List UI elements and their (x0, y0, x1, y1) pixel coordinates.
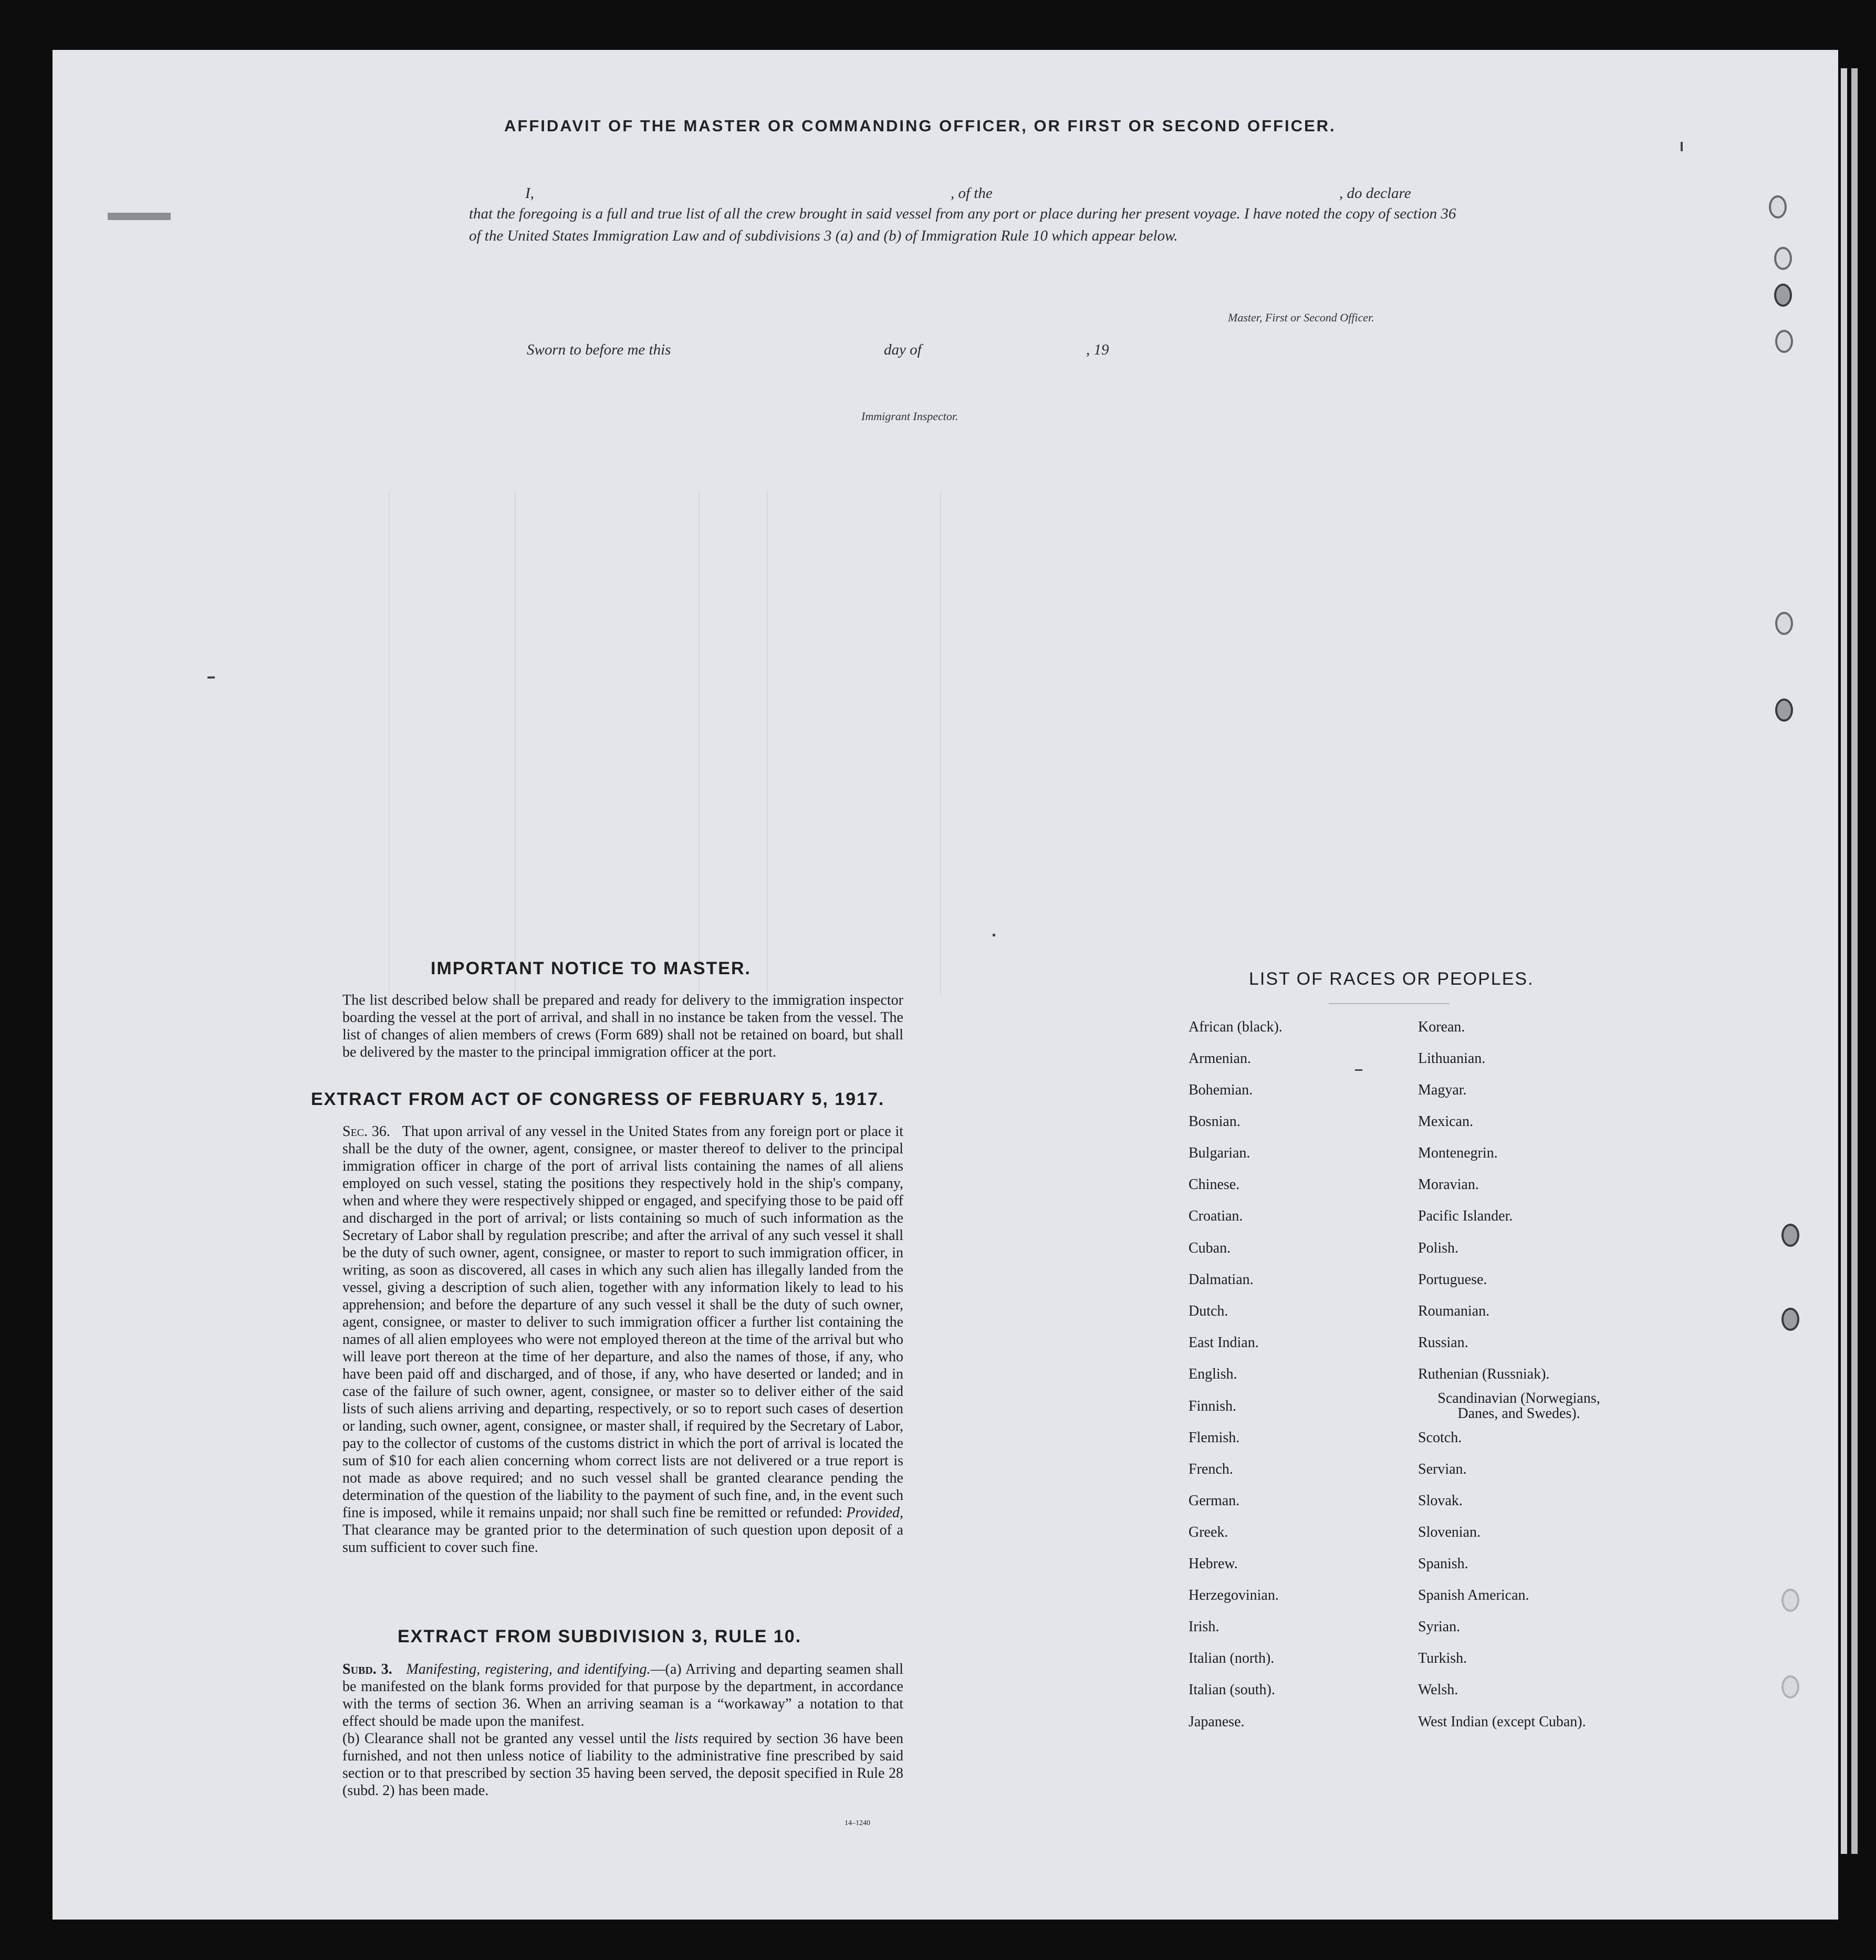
race-left-item: Chinese. (1189, 1176, 1240, 1193)
paragraph-b-end: required by section 36 have been furnished, and not then unless notice of liability to the administrative fine prescribed by said section or to that prescribed by section 35 having been served, the deposit specified in Rule 28 (subd. 2) has been made. (342, 1730, 904, 1799)
race-left-item: German. (1189, 1493, 1240, 1509)
races-title: LIST OF RACES OR PEOPLES. (1249, 969, 1534, 989)
extract-act-title: EXTRACT FROM ACT OF CONGRESS OF FEBRUARY 5, 1917. (311, 1089, 885, 1109)
race-right-item: Roumanian. (1418, 1303, 1490, 1319)
scan-speck (207, 676, 215, 679)
race-right-item: Lithuanian. (1418, 1050, 1486, 1067)
race-right-item: Russian. (1418, 1335, 1468, 1351)
punch-hole-icon (1775, 330, 1793, 353)
sworn-label: Sworn to before me this (527, 341, 671, 358)
race-left-item: Dalmatian. (1189, 1271, 1254, 1288)
extract-act-text (311, 1123, 903, 1556)
affidavit-i: I, (525, 185, 534, 202)
paragraph-a: —(a) Arriving and departing seamen shall be manifested on the blank forms provided for that purpose by the department, in accordance with the terms of section 36. When an arriving seaman is a “workaway” a notation to that effect should be made upon the manifest. (342, 1661, 903, 1729)
form-sheet (53, 50, 1838, 1920)
race-left-item: French. (1189, 1461, 1233, 1477)
race-right-item: Portuguese. (1418, 1271, 1487, 1288)
race-left-item: Hebrew. (1189, 1556, 1238, 1572)
affidavit-title: AFFIDAVIT OF THE MASTER OR COMMANDING OFFICER, OR FIRST OR SECOND OFFICER. (504, 117, 1336, 135)
notice-title: IMPORTANT NOTICE TO MASTER. (431, 958, 751, 978)
punch-hole-icon (1781, 1675, 1799, 1698)
notice-text (311, 992, 903, 1061)
column-rule (389, 491, 390, 995)
scan-speck (1355, 1069, 1362, 1071)
form-number: 14–1240 (845, 1819, 870, 1827)
punch-hole-icon (1775, 698, 1793, 722)
master-signature-caption: Master, First or Second Officer. (1228, 311, 1374, 324)
race-right-item: Magyar. (1418, 1082, 1467, 1098)
race-right-item-scandinavian (1416, 1391, 1621, 1421)
race-left-item: African (black). (1189, 1019, 1283, 1035)
race-right-item: Slovenian. (1418, 1524, 1481, 1540)
scan-speck (1681, 142, 1683, 151)
scan-smudge (108, 213, 171, 220)
extract-rule-title: EXTRACT FROM SUBDIVISION 3, RULE 10. (398, 1627, 802, 1646)
race-right-item: Spanish American. (1418, 1587, 1529, 1603)
inspector-signature-caption: Immigrant Inspector. (861, 410, 958, 423)
race-right-item: Scotch. (1418, 1430, 1462, 1446)
race-left-item: Cuban. (1189, 1240, 1231, 1256)
race-right-item: Syrian. (1418, 1619, 1461, 1635)
race-right-item: Welsh. (1418, 1682, 1458, 1698)
page-edge (1841, 68, 1847, 1854)
race-right-item: Mexican. (1418, 1113, 1473, 1130)
punch-hole-icon (1775, 612, 1793, 635)
column-rule (940, 491, 941, 995)
column-rule (767, 491, 768, 995)
punch-hole-icon (1769, 195, 1787, 218)
column-rule (515, 491, 516, 995)
page-edge (1851, 68, 1858, 1854)
race-right-item: Spanish. (1418, 1556, 1468, 1572)
race-left-item: Finnish. (1189, 1398, 1237, 1414)
race-left-item: Herzegovinian. (1189, 1587, 1279, 1603)
race-left-item: Japanese. (1189, 1714, 1245, 1730)
punch-hole-icon (1774, 247, 1792, 270)
race-left-item: East Indian. (1189, 1335, 1259, 1351)
races-title-rule (1329, 1003, 1450, 1004)
race-right-item: Danes, and Swedes). (1457, 1405, 1580, 1422)
subdivision-label: Subd. 3. (342, 1661, 392, 1677)
race-right-item: West Indian (except Cuban). (1418, 1714, 1586, 1730)
race-left-item: Bulgarian. (1189, 1145, 1250, 1161)
race-right-item: Scandinavian (Norwegians, (1437, 1390, 1600, 1406)
race-left-item: Dutch. (1189, 1303, 1228, 1319)
section-36-end: That clearance may be granted prior to the determination of such question upon deposit of a sum sufficient to cover such fine. (342, 1522, 903, 1556)
race-left-item: Greek. (1189, 1524, 1228, 1540)
race-right-item: Moravian. (1418, 1176, 1479, 1193)
affidavit-body: that the foregoing is a full and true list of all the crew brought in said vessel from any port or place during her present voyage. I have noted the copy of section 36 of the United States Immigration Law and of subdivisions 3 (a) and (b) of Immigration Rule 10 which appear below. (469, 205, 1456, 244)
race-left-item: Armenian. (1189, 1050, 1251, 1067)
race-right-item: Turkish. (1418, 1650, 1467, 1666)
paragraph-b-start: (b) Clearance shall not be granted any vessel until the (342, 1730, 670, 1747)
race-left-item: English. (1189, 1366, 1237, 1382)
race-left-item: Croatian. (1189, 1208, 1243, 1224)
race-right-item: Montenegrin. (1418, 1145, 1498, 1161)
section-36-text: That upon arrival of any vessel in the United States from any foreign port or place it shall be the duty of the owner, agent, consignee, or master thereof to deliver to the principal immigration officer in charge of the port of arrival lists containing the names of all aliens employed on such vessel, stating the positions they respectively hold in the ship's company, when and where they were respectively shipped or engaged, and specifying those to be paid off and discharged in the port of arrival; or lists containing so much of such information as the Secretary of Labor shall by regulation prescribe; and after the arrival of any such vessel it shall be the duty of such owner, agent, consignee, or master to report to such immigration officer, in writing, as soon as discovered, all cases in which any such alien has illegally landed from the vessel, giving a description of such alien, together with any information likely to lead to his apprehension; and before the departure of any such vessel it shall be the duty of such owner, agent, consignee, or master to deliver to such immigration officer a further list containing the names of all alien employees who were not employed thereon at the time of the arrival but who will leave port thereon at the time of her departure, and also the names of those, if any, who have been paid off and discharged, and of those, if any, who have deserted or landed; and in case of the failure of such owner, agent, consignee, or master so to deliver either of the said lists of such aliens arriving and departing, respectively, or so to report such cases of desertion or landing, such owner, agent, consignee, or master shall, if required by the Secretary of Labor, pay to the collector of customs of the customs district in which the port of arrival is located the sum of $10 for each alien concerning whom correct lists are not delivered or a true report is not made as above required; and no such vessel shall be granted clearance pending the determination of the question of the liability to the payment of such fine, and, in the event such fine is imposed, while it remains unpaid; nor shall such fine be remitted or refunded: (342, 1123, 904, 1521)
lists-word: lists (674, 1730, 699, 1747)
race-right-item: Pacific Islander. (1418, 1208, 1513, 1224)
race-left-item: Bosnian. (1189, 1113, 1241, 1130)
race-left-item: Italian (south). (1189, 1682, 1275, 1698)
race-left-item: Italian (north). (1189, 1650, 1275, 1666)
race-right-item: Korean. (1418, 1019, 1465, 1035)
punch-hole-icon (1781, 1224, 1799, 1247)
punch-hole-icon (1781, 1589, 1799, 1612)
provided-word: Provided, (846, 1505, 904, 1521)
affidavit-declare: , do declare (1339, 185, 1411, 202)
race-right-item: Slovak. (1418, 1493, 1463, 1509)
section-label: Sec. 36. (342, 1123, 390, 1140)
affidavit-of-the: , of the (951, 185, 993, 202)
race-left-item: Bohemian. (1189, 1082, 1253, 1098)
race-right-item: Polish. (1418, 1240, 1459, 1256)
day-of-label: day of (884, 341, 922, 358)
race-right-item: Ruthenian (Russniak). (1418, 1366, 1550, 1382)
race-right-item: Servian. (1418, 1461, 1467, 1477)
punch-hole-icon (1781, 1308, 1799, 1331)
scan-speck (993, 934, 995, 936)
column-rule (699, 491, 700, 995)
race-left-item: Flemish. (1189, 1430, 1240, 1446)
punch-hole-icon (1774, 284, 1792, 307)
race-left-item: Irish. (1189, 1619, 1220, 1635)
year-label: , 19 (1086, 341, 1109, 358)
extract-rule-text (311, 1661, 903, 1799)
notice-paragraph: The list described below shall be prepared and ready for delivery to the immigration inspector boarding the vessel at the port of arrival, and shall in no instance be taken from the vessel. The list of changes of alien members of crews (Form 689) shall not be retained on board, but shall be delivered by the master to the principal immigration officer at the port. (342, 992, 903, 1060)
subdivision-heading: Manifesting, registering, and identifying. (406, 1661, 651, 1677)
